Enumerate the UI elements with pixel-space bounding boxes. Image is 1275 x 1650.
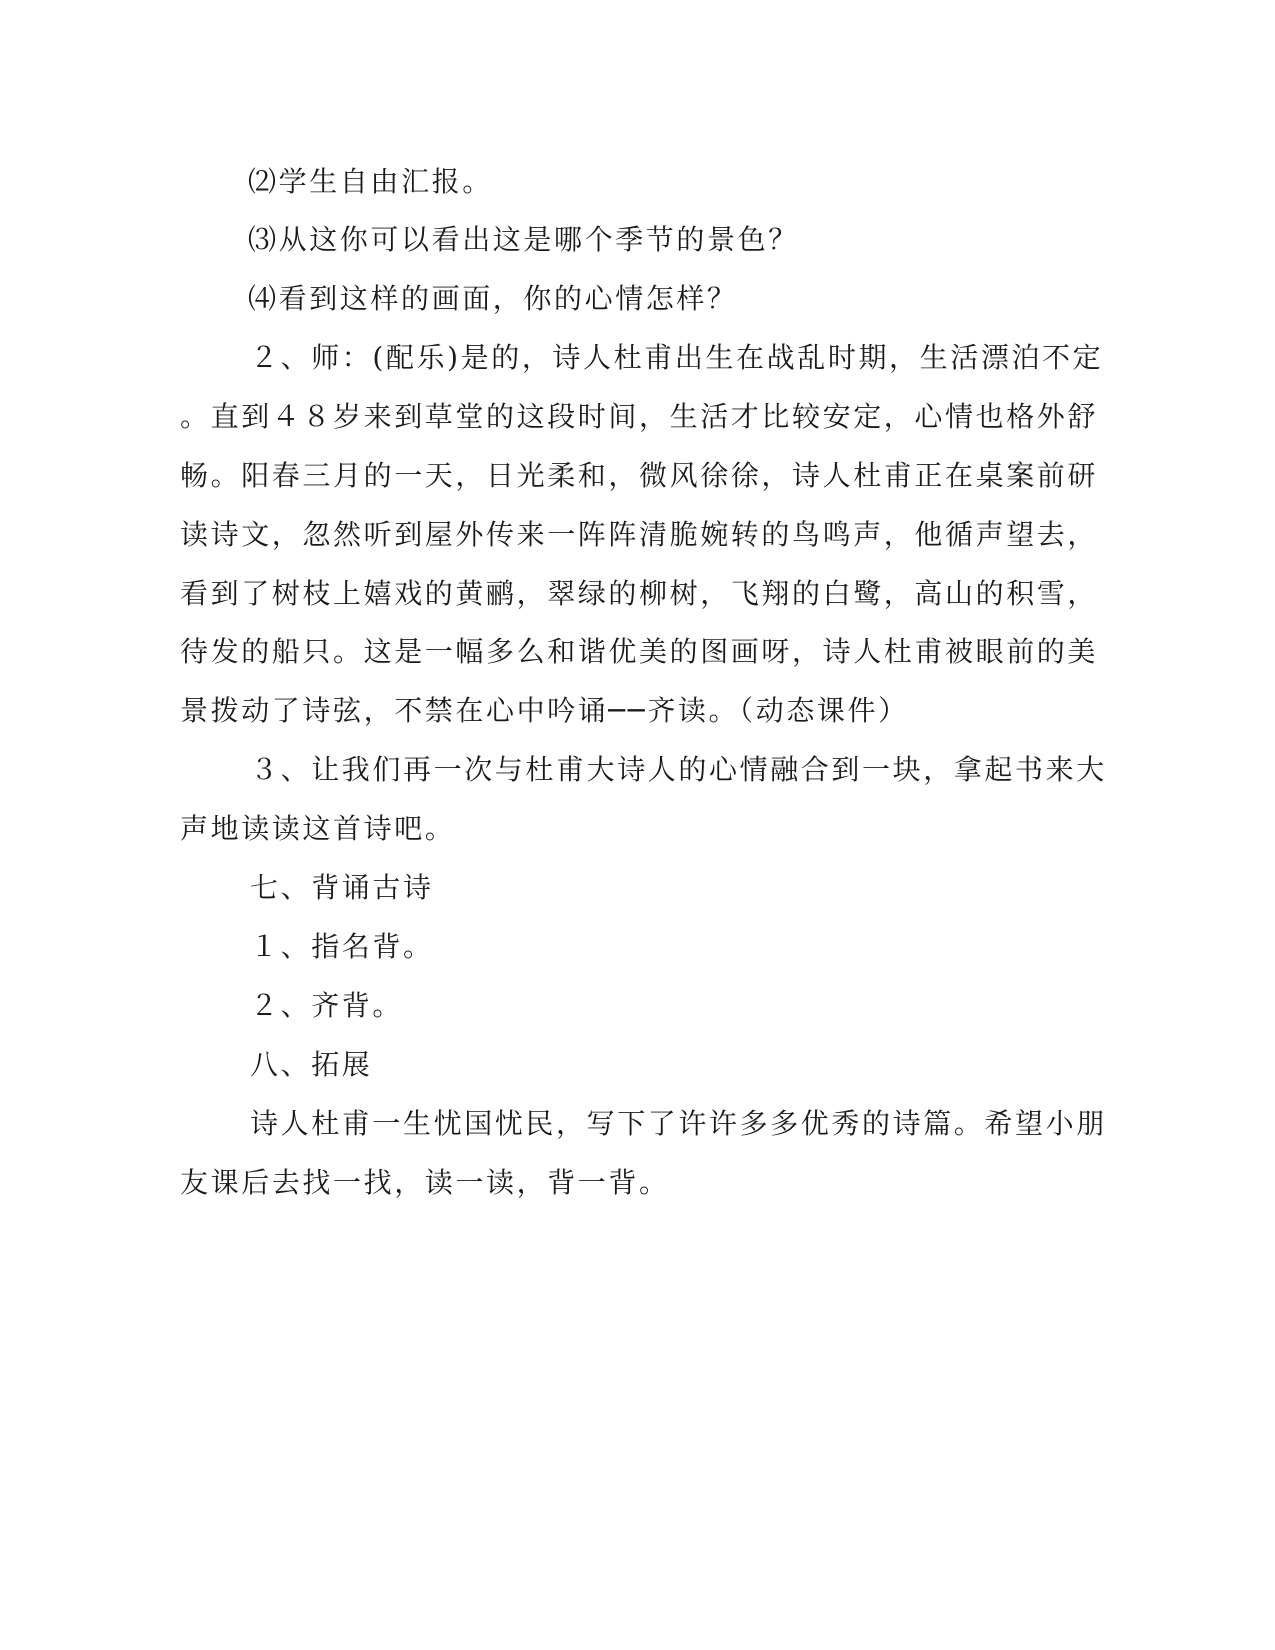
teacher-paragraph-line-7: 景拨动了诗弦，不禁在心中吟诵──齐读。（动态课件） — [180, 694, 909, 727]
step-3-season-question: ⑶从这你可以看出这是哪个季节的景色？ — [248, 223, 799, 256]
teacher-paragraph-line-3: 畅。阳春三月的一天，日光柔和，微风徐徐，诗人杜甫正在桌案前研 — [180, 459, 1099, 492]
read-aloud-paragraph-line-1: ３、让我们再一次与杜甫大诗人的心情融合到一块，拿起书来大 — [250, 753, 1107, 786]
section-7-item-2: ２、齐背。 — [250, 989, 404, 1022]
teacher-paragraph-line-4: 读诗文，忽然听到屋外传来一阵阵清脆婉转的鸟鸣声，他循声望去， — [180, 518, 1099, 551]
read-aloud-paragraph-line-2: 声地读读这首诗吧。 — [180, 812, 456, 845]
closing-paragraph-line-1: 诗人杜甫一生忧国忧民，写下了许许多多优秀的诗篇。希望小朋 — [250, 1107, 1107, 1140]
section-7-heading: 七、背诵古诗 — [250, 871, 434, 904]
section-8-heading: 八、拓展 — [250, 1048, 373, 1081]
closing-paragraph-line-2: 友课后去找一找，读一读，背一背。 — [180, 1166, 670, 1199]
section-7-item-1: １、指名背。 — [250, 930, 434, 963]
teacher-paragraph-line-1: ２、师：(配乐)是的，诗人杜甫出生在战乱时期，生活漂泊不定 — [250, 341, 1104, 374]
teacher-paragraph-line-6: 待发的船只。这是一幅多么和谐优美的图画呀，诗人杜甫被眼前的美 — [180, 635, 1099, 668]
step-4-mood-question: ⑷看到这样的画面，你的心情怎样？ — [248, 282, 738, 315]
step-2-student-report: ⑵学生自由汇报。 — [248, 165, 493, 198]
teacher-paragraph-line-2: 。直到４８岁来到草堂的这段时间，生活才比较安定，心情也格外舒 — [180, 400, 1099, 433]
teacher-paragraph-line-5: 看到了树枝上嬉戏的黄鹂，翠绿的柳树，飞翔的白鹭，高山的积雪， — [180, 577, 1099, 610]
